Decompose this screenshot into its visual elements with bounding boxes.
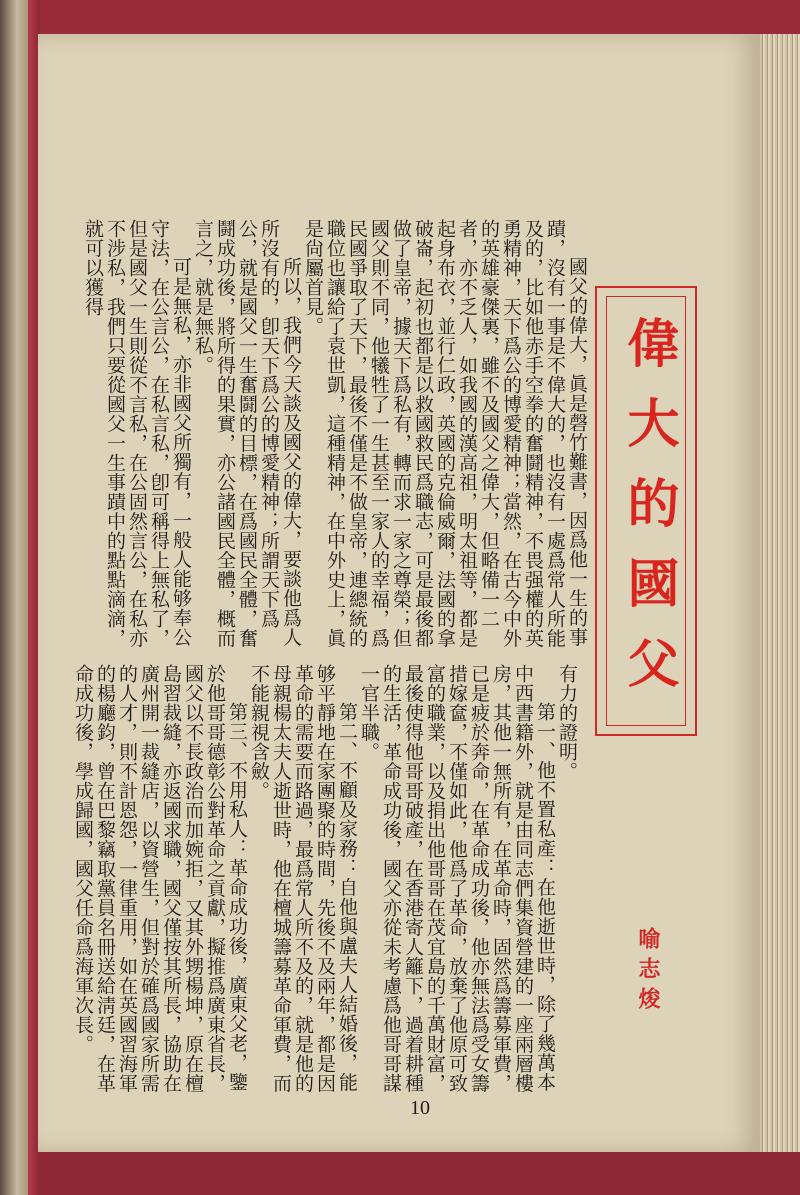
paragraph: 有力的證明。 xyxy=(556,664,578,781)
book-cover-top xyxy=(20,0,800,36)
paragraph: 國父的偉大，眞是磬竹難書，因爲他一生的事蹟，沒有一事是不偉大的，也沒有一處爲常人所能及的，比如他赤手空拳的奮鬪精神，不畏强權的英勇精神，天下爲公的博愛精神；當然，在古今中外的英雄豪傑裏，雖不及國父之偉大，但略備一二者，亦不乏人，如我國的漢高祖，明太祖等，都是起身布衣，並行仁政，英國的克倫威爾，法國的拿破崙，起初也都是以救國救民爲職志，可是最後都做了皇帝，據天下爲私有，轉而求一家之尊榮；但國父則不同，他犧牲了一生甚至一家人的幸福，爲民國爭取了天下，最後不僅是不做皇帝，連總統的職位也讓給了袁世凱，這種精神，在中外史上，眞是尙屬首見。 xyxy=(302,219,588,648)
paragraph: 可是無私，亦非國父所獨有，一般人能够奉公守法，在公言公，在私言私，卽可稱得上無私了，但是國父一生則從不言私，在公固然言公，在私亦不涉私，我們只要從國父一生事蹟中的點點滴滴，就可以獲得 xyxy=(82,219,192,648)
paragraph: 第二、不顧及家務：自他與盧夫人結婚後，能够平靜地在家團聚的時間，先後不及兩年，都是因革命的需要而路過，最爲常人所不及的，就是他的母親楊太夫人逝世時，他在檀城籌募革命軍費，而不能親視含斂。 xyxy=(248,664,358,1093)
text-column-lower xyxy=(72,664,578,1094)
page-stack-edges xyxy=(760,34,800,1152)
previous-page-edge xyxy=(0,0,28,1195)
paragraph: 第三、不用私人：革命成功後，廣東父老，鑒於他哥哥德彰公對革命之貢獻，擬推爲廣東省長，國父以不長政治而加婉拒，又其外甥楊坤，原在檀島習裁縫，亦返國求職，國父僅按其所長，協助在廣州開一裁縫店，以資營生，但對於確爲國家所需的人才，則不計恩怨，一律重用，如在英國習海軍的楊廳鈞，曾在巴黎竊取黨員名冊送給淸廷，在革命成功後，學成歸國，國父任命爲海軍次長。 xyxy=(72,664,248,1093)
paragraph: 第一、他不置私產：在他逝世時，除了幾萬本中西書籍外，就是由同志們集資營建的一座兩層樓房，其他一無所有，在革命時，固然爲籌募軍費，已是疲於奔命，在革命成功後，他亦無法爲受女籌措嫁奩，不僅如此，他爲了革命，放棄了他原可致富的職業，以及捐出他哥哥在茂宜島的千萬財富，最後使得他哥哥破產，在香港寄人籬下，過着耕種的生活，革命成功後，國父亦從未考慮爲他哥哥謀一官半職。 xyxy=(358,664,556,1093)
text-column-upper xyxy=(82,219,588,659)
page-number: 10 xyxy=(410,1097,430,1119)
author-name: 喻志焌 xyxy=(635,927,661,1017)
book-page xyxy=(38,34,760,1152)
article-title: 偉大的國父 xyxy=(618,316,678,716)
book-cover-bottom xyxy=(20,1145,800,1195)
paragraph: 所以，我們今天談及國父的偉大，要談他爲人所沒有的，卽天下爲公的博愛精神；所謂天下爲公，就是國父一生奮鬪的目標，在爲國民全體，奮鬪成功後，將所得的果實，亦公諸國民全體，概而言之，就是無私。 xyxy=(192,219,302,648)
